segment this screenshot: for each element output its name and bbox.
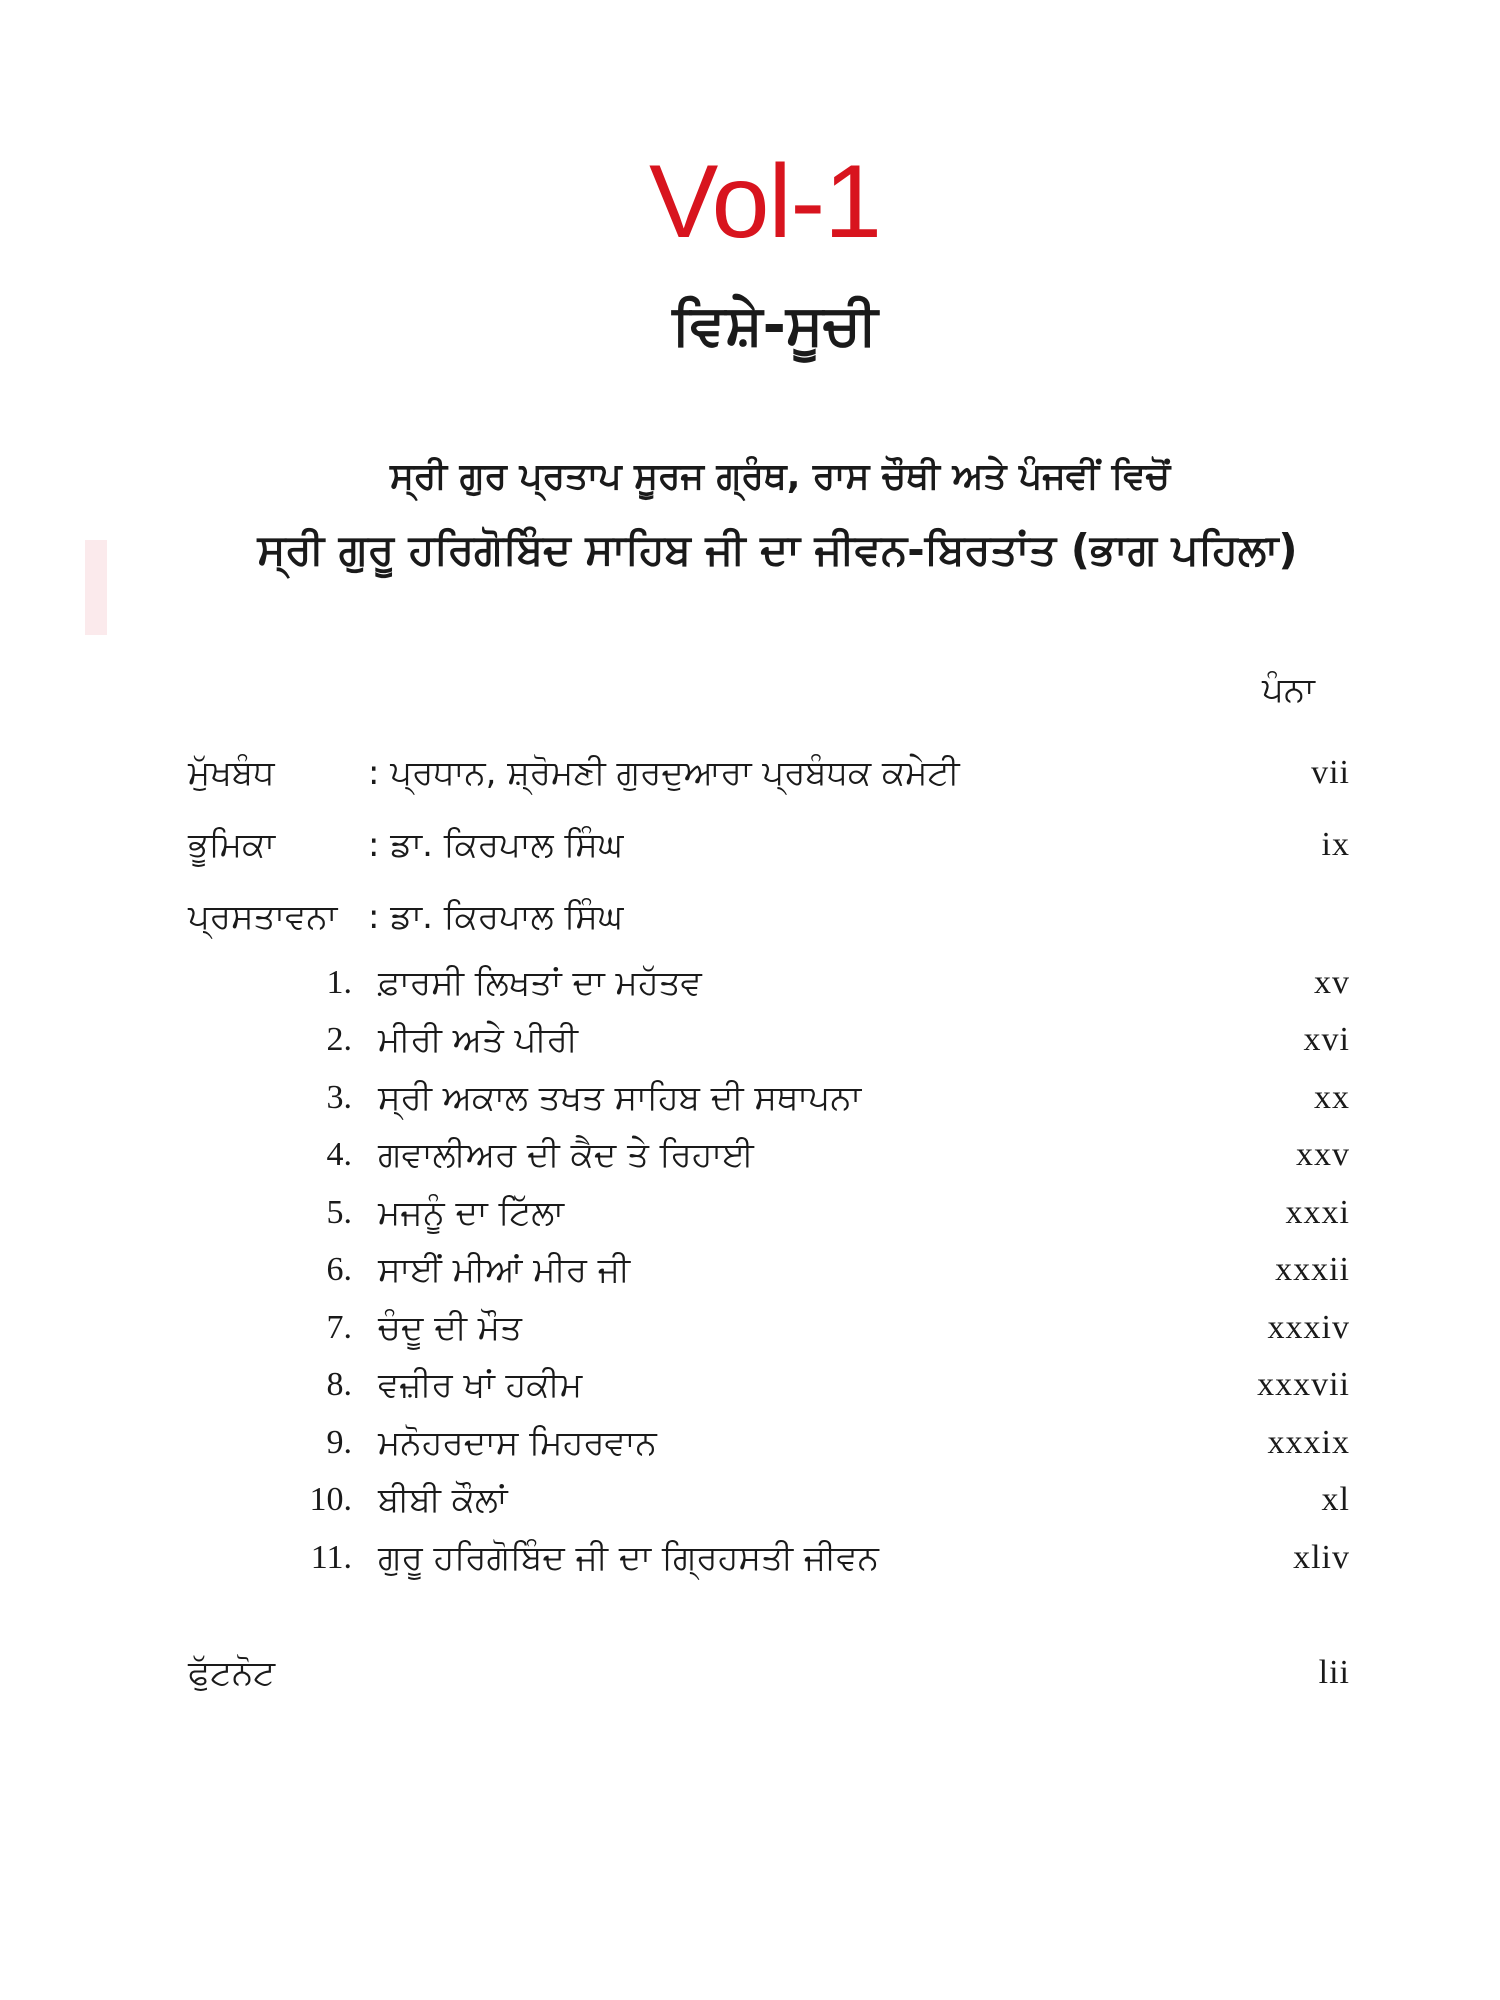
toc-entry-label: ਫੁੱਟਨੋਟ (188, 1653, 276, 1693)
chapter-title: ਮਨੋਹਰਦਾਸ ਮਿਹਰਵਾਨ (378, 1423, 657, 1463)
toc-chapter[interactable] (0, 1073, 1500, 1123)
volume-title: Vol-1 (648, 144, 882, 260)
toc-chapter[interactable] (0, 1418, 1500, 1468)
chapter-title: ਮਜਨੂੰ ਦਾ ਟਿੱਲਾ (378, 1193, 564, 1233)
chapter-number: 9. (326, 1424, 352, 1461)
chapter-title: ਸਾਈਂ ਮੀਆਂ ਮੀਰ ਜੀ (378, 1250, 631, 1290)
toc-entry-page: ix (1321, 826, 1350, 863)
chapter-number: 11. (310, 1539, 352, 1576)
chapter-number: 8. (326, 1366, 352, 1403)
toc-entry-label: ਮੁੱਖਬੰਧ (188, 753, 275, 793)
toc-entry-footnotes[interactable] (0, 1648, 1500, 1698)
chapter-number: 5. (326, 1194, 352, 1231)
chapter-page: xvi (1303, 1021, 1350, 1058)
toc-chapter[interactable] (0, 1533, 1500, 1583)
toc-chapter[interactable] (0, 1245, 1500, 1295)
toc-entry-desc: : ਪ੍ਰਧਾਨ, ਸ਼੍ਰੋਮਣੀ ਗੁਰਦੁਆਰਾ ਪ੍ਰਬੰਧਕ ਕਮੇਟੀ (368, 753, 960, 793)
chapter-title: ਫ਼ਾਰਸੀ ਲਿਖਤਾਂ ਦਾ ਮਹੱਤਵ (378, 963, 702, 1003)
chapter-title: ਸ੍ਰੀ ਅਕਾਲ ਤਖਤ ਸਾਹਿਬ ਦੀ ਸਥਾਪਨਾ (378, 1078, 862, 1118)
chapter-title: ਚੰਦੂ ਦੀ ਮੌਤ (378, 1308, 522, 1348)
chapter-page: xxxix (1267, 1424, 1350, 1461)
toc-chapter[interactable] (0, 1303, 1500, 1353)
toc-entry-preface[interactable] (0, 892, 1500, 942)
chapter-title: ਵਜ਼ੀਰ ਖਾਂ ਹਕੀਮ (378, 1365, 583, 1405)
chapter-page: xliv (1293, 1539, 1350, 1576)
chapter-page: xxxiv (1267, 1309, 1350, 1346)
chapter-title: ਬੀਬੀ ਕੌਲਾਂ (378, 1480, 508, 1520)
toc-entry-page: vii (1311, 754, 1350, 791)
source-subtitle: ਸ੍ਰੀ ਗੁਰ ਪ੍ਰਤਾਪ ਸੂਰਜ ਗ੍ਰੰਥ, ਰਾਸ ਚੌਥੀ ਅਤੇ ਪੰਜਵੀਂ ਵਿਚੋਂ (389, 456, 1171, 497)
chapter-number: 2. (326, 1021, 352, 1058)
chapter-title: ਗੁਰੂ ਹਰਿਗੋਬਿੰਦ ਜੀ ਦਾ ਗ੍ਰਿਹਸਤੀ ਜੀਵਨ (378, 1538, 879, 1578)
book-subtitle: ਸ੍ਰੀ ਗੁਰੂ ਹਰਿਗੋਬਿੰਦ ਸਾਹਿਬ ਜੀ ਦਾ ਜੀਵਨ-ਬਿਰਤਾਂਤ (ਭਾਗ ਪਹਿਲਾ) (257, 525, 1298, 574)
toc-chapter[interactable] (0, 1475, 1500, 1525)
chapter-number: 3. (326, 1079, 352, 1116)
chapter-number: 4. (326, 1136, 352, 1173)
toc-chapter[interactable] (0, 1015, 1500, 1065)
chapter-page: xxxi (1285, 1194, 1350, 1231)
chapter-page: xxv (1296, 1136, 1350, 1173)
chapter-number: 6. (326, 1251, 352, 1288)
toc-entry-desc: : ਡਾ. ਕਿਰਪਾਲ ਸਿੰਘ (368, 825, 624, 865)
toc-entry-page: lii (1318, 1654, 1350, 1691)
chapter-title: ਗਵਾਲੀਅਰ ਦੀ ਕੈਦ ਤੇ ਰਿਹਾਈ (378, 1135, 754, 1175)
toc-chapter[interactable] (0, 1360, 1500, 1410)
chapter-number: 7. (326, 1309, 352, 1346)
toc-entry-foreword[interactable] (0, 748, 1500, 798)
page-column-header: ਪੰਨਾ (1262, 670, 1315, 710)
toc-entry-label: ਭੂਮਿਕਾ (188, 825, 276, 865)
contents-heading: ਵਿਸ਼ੇ-ਸੂਚੀ (672, 293, 878, 358)
chapter-page: xl (1321, 1481, 1350, 1518)
chapter-number: 10. (309, 1481, 352, 1518)
toc-entry-introduction[interactable] (0, 820, 1500, 870)
chapter-page: xv (1314, 964, 1350, 1001)
chapter-page: xx (1314, 1079, 1350, 1116)
chapter-page: xxxvii (1257, 1366, 1350, 1403)
chapter-title: ਮੀਰੀ ਅਤੇ ਪੀਰੀ (378, 1020, 579, 1060)
toc-entry-label: ਪ੍ਰਸਤਾਵਨਾ (188, 897, 338, 937)
chapter-page: xxxii (1275, 1251, 1350, 1288)
toc-entry-desc: : ਡਾ. ਕਿਰਪਾਲ ਸਿੰਘ (368, 897, 624, 937)
chapter-number: 1. (326, 964, 352, 1001)
toc-chapter[interactable] (0, 958, 1500, 1008)
toc-chapter[interactable] (0, 1130, 1500, 1180)
toc-chapter[interactable] (0, 1188, 1500, 1238)
